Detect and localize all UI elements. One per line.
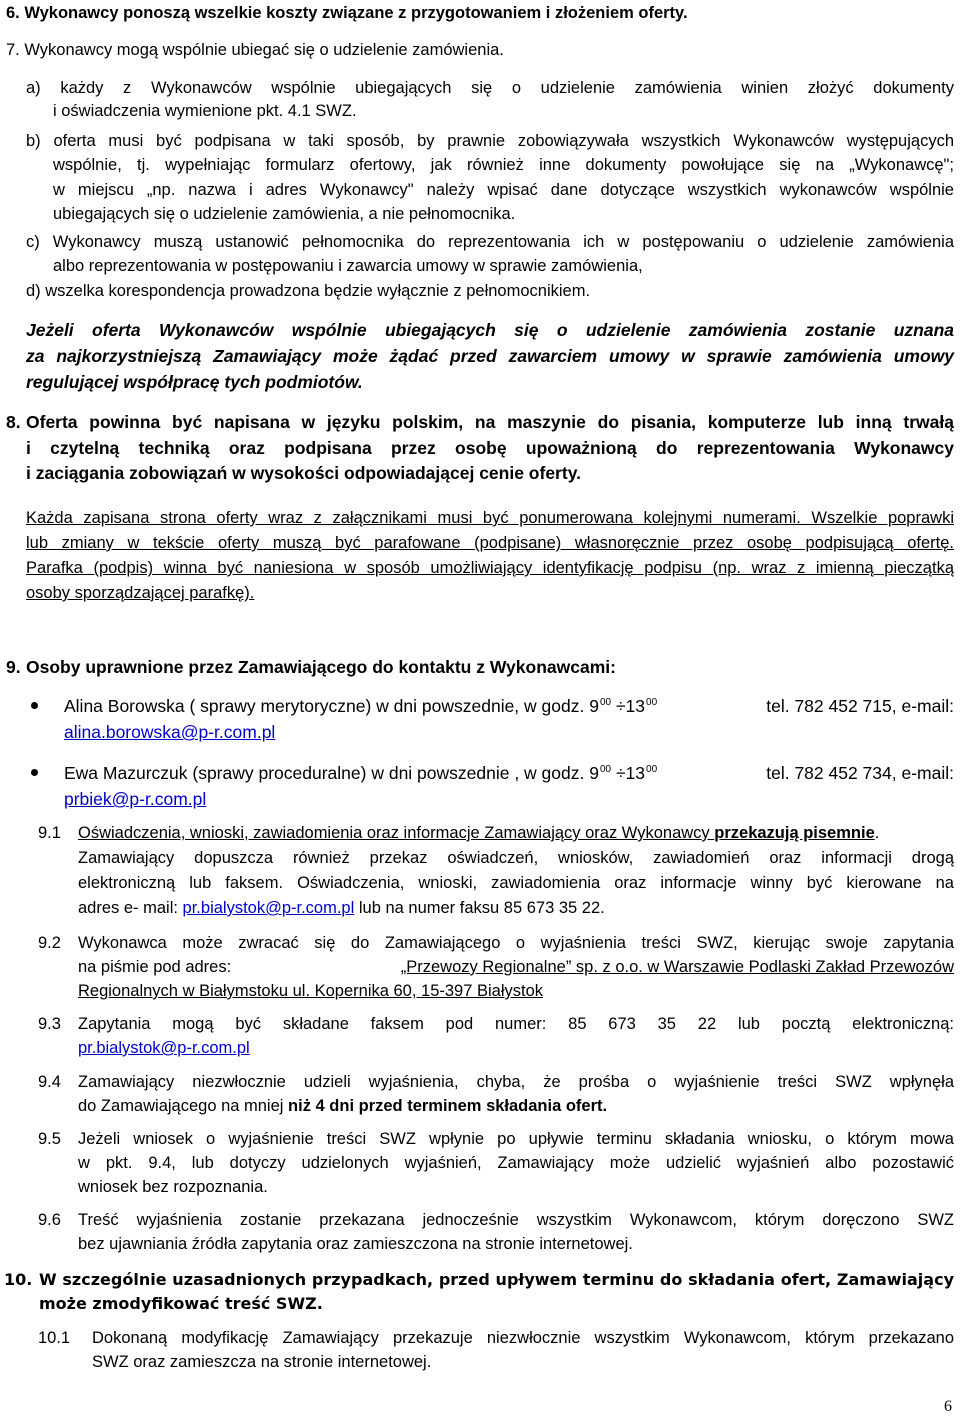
- hour-start-minutes: 00: [599, 697, 612, 708]
- paragraph-9-4-number: 9.4: [38, 1073, 61, 1091]
- joint-offer-note-line-2: za najkorzystniejszą Zamawiający może żądać przed zawarciem umowy w sprawie zamówienia umowy: [26, 346, 954, 366]
- pages-note-line-3: Parafka (podpis) winna być naniesiona w sposób umożliwiający identyfikację podpisu (np. wraz z imienną pieczątką: [26, 559, 954, 577]
- pages-note-line-1: Każda zapisana strona oferty wraz z załącznikami musi być ponumerowana kolejnymi numerami. Wszelkie poprawki: [26, 509, 954, 527]
- item-7: 7. Wykonawcy mogą wspólnie ubiegać się o udzielenie zamówienia.: [6, 41, 504, 59]
- section-9-title: Osoby uprawnione przez Zamawiającego do kontaktu z Wykonawcami:: [26, 657, 616, 677]
- page-number: 6: [944, 1398, 952, 1415]
- paragraph-10-1-number: 10.1: [38, 1329, 71, 1347]
- email-link-bialystok[interactable]: pr.bialystok@p-r.com.pl: [182, 899, 355, 917]
- paragraph-9-5-line-2: w pkt. 9.4, lub dotyczy udzielonych wyjaśnień, Zamawiający może udzielić wyjaśnień albo pozostawić: [78, 1154, 954, 1172]
- paragraph-9-4-line-2: [78, 1096, 607, 1116]
- contact-mazurczuk-hours: Ewa Mazurczuk (sprawy proceduralne) w dni powszednie , w godz. 9: [64, 763, 599, 783]
- paragraph-9-3-line-1: Zapytania mogą być składane faksem pod numer: 85 673 35 22 lub pocztą elektroniczną:: [78, 1015, 954, 1033]
- paragraph-9-6-line-1: Treść wyjaśnienia zostanie przekazana jednocześnie wszystkim Wykonawcom, którym doręczono SWZ: [78, 1211, 954, 1229]
- hour-end-minutes: 00: [646, 764, 658, 775]
- section-10-line-2: może zmodyfikować treść SWZ.: [39, 1294, 323, 1313]
- bullet-icon: [31, 769, 38, 776]
- email-link-borowska[interactable]: alina.borowska@p-r.com.pl: [64, 722, 276, 742]
- contact-mazurczuk-phone: tel. 782 452 734, e-mail:: [766, 763, 954, 783]
- item-d-line-1: d) wszelka korespondencja prowadzona będzie wyłącznie z pełnomocnikiem.: [26, 282, 591, 300]
- section-8-line-2: i czytelną techniką oraz podpisana przez osobę upoważnioną do reprezentowania Wykonawcy: [26, 438, 954, 458]
- contact-borowska-phone: tel. 782 452 715, e-mail:: [766, 696, 954, 716]
- paragraph-9-1-address-label: adres e- mail:: [78, 899, 183, 917]
- paragraph-10-1-line-2: SWZ oraz zamieszcza na stronie internetowej.: [92, 1353, 432, 1371]
- paragraph-9-4-line-1: Zamawiający niezwłocznie udzieli wyjaśnienia, chyba, że prośba o wyjaśnienie treści SWZ wpłynęła: [78, 1073, 954, 1091]
- paragraph-9-1-line-2: Zamawiający dopuszcza również przekaz oświadczeń, wniosków, zawiadomień oraz informacji drogą: [78, 849, 954, 867]
- email-link-prbiek[interactable]: prbiek@p-r.com.pl: [64, 789, 207, 809]
- paragraph-9-1-text: Oświadczenia, wnioski, zawiadomienia oraz informacje Zamawiający oraz Wykonawcy: [78, 824, 715, 842]
- paragraph-9-1-line-4: [78, 898, 605, 918]
- paragraph-9-2-line-2: [78, 957, 954, 977]
- paragraph-9-5-line-1: Jeżeli wniosek o wyjaśnienie treści SWZ wpłynie po upływie terminu składania wniosku, o którym mowa: [78, 1130, 954, 1148]
- contact-mazurczuk-line: [64, 763, 954, 787]
- paragraph-9-1-line-3: elektroniczną lub faksem. Oświadczenia, wnioski, zawiadomienia oraz informacje winny być kierowane na: [78, 874, 954, 892]
- paragraph-9-6-number: 9.6: [38, 1211, 61, 1229]
- pages-note-line-4: osoby sporządzającej parafkę).: [26, 584, 255, 602]
- hour-end-minutes: 00: [646, 697, 658, 708]
- section-10-number: 10.: [4, 1270, 33, 1289]
- paragraph-9-1-period: .: [874, 824, 880, 842]
- item-b-line-1: b) oferta musi być podpisana w taki sposób, by prawnie zobowiązywała wszystkich Wykonawców występujących: [26, 132, 954, 150]
- paragraph-9-4-deadline: niż 4 dni przed terminem składania ofert.: [288, 1097, 608, 1115]
- hour-end: ÷13: [611, 696, 646, 716]
- item-a-line-1: a) każdy z Wykonawców wspólnie ubiegających się o udzielenie zamówienia winien złożyć dokumenty: [26, 79, 954, 97]
- paragraph-9-2-number: 9.2: [38, 934, 61, 952]
- paragraph-10-1-line-1: Dokonaną modyfikację Zamawiający przekazuje niezwłocznie wszystkim Wykonawcom, którym przekazano: [92, 1329, 954, 1347]
- paragraph-9-5-number: 9.5: [38, 1130, 61, 1148]
- hour-end: ÷13: [611, 763, 646, 783]
- contact-mazurczuk-text: [64, 763, 657, 787]
- paragraph-9-2-line-1: Wykonawca może zwracać się do Zamawiającego o wyjaśnienia treści SWZ, kierując swoje zapytania: [78, 934, 954, 952]
- paragraph-9-1-line-1: [78, 823, 879, 843]
- paragraph-9-1-number: 9.1: [38, 824, 61, 842]
- section-8-line-3: i zaciągania zobowiązań w wysokości odpowiadającej cenie oferty.: [26, 463, 581, 483]
- hour-start-minutes: 00: [599, 764, 612, 775]
- paragraph-9-1-fax: lub na numer faksu 85 673 35 22.: [354, 899, 605, 917]
- item-b-line-2: wspólnie, tj. wypełniając formularz ofertowy, jak również inne dokumenty powołujące się na „Wykonawcę";: [53, 156, 954, 174]
- paragraph-9-2-address: „Przewozy Regionalne” sp. z o.o. w Warszawie Podlaski Zakład Przewozów: [400, 958, 954, 976]
- contact-borowska-hours: Alina Borowska ( sprawy merytoryczne) w dni powszednie, w godz. 9: [64, 696, 599, 716]
- joint-offer-note-line-1: Jeżeli oferta Wykonawców wspólnie ubiegających się o udzielenie zamówienia zostanie uznana: [26, 320, 954, 340]
- email-link-bialystok-2[interactable]: pr.bialystok@p-r.com.pl: [78, 1039, 250, 1057]
- pages-note-line-2: lub zmiany w tekście oferty muszą być parafowane (podpisane) własnoręcznie przez osobę podpisującą ofertę.: [26, 534, 954, 552]
- section-9-number: 9.: [6, 657, 21, 677]
- contact-borowska-line: [64, 696, 954, 720]
- item-c-line-2: albo reprezentowania w postępowaniu i zawarcia umowy w sprawie zamówienia,: [53, 257, 643, 275]
- section-10-line-1: W szczególnie uzasadnionych przypadkach, przed upływem terminu do składania ofert, Zamawiający: [39, 1270, 954, 1289]
- paragraph-9-3-number: 9.3: [38, 1015, 61, 1033]
- paragraph-9-6-line-2: bez ujawniania źródła zapytania oraz zamieszczona na stronie internetowej.: [78, 1235, 633, 1253]
- item-6: 6. Wykonawcy ponoszą wszelkie koszty związane z przygotowaniem i złożeniem oferty.: [6, 4, 688, 22]
- contact-borowska-text: [64, 696, 657, 720]
- paragraph-9-4-text: do Zamawiającego na mniej: [78, 1097, 289, 1115]
- section-8-number: 8.: [6, 412, 21, 432]
- item-a-line-2: i oświadczenia wymienione pkt. 4.1 SWZ.: [53, 102, 357, 120]
- bullet-icon: [31, 702, 38, 709]
- paragraph-9-5-line-3: wniosek bez rozpoznania.: [78, 1178, 268, 1196]
- item-b-line-3: w miejscu „np. nazwa i adres Wykonawcy" należy wpisać dane dotyczące wszystkich wykonawców wspólnie: [53, 181, 954, 199]
- paragraph-9-2-address-label: na piśmie pod adres:: [78, 958, 232, 976]
- section-8-line-1: Oferta powinna być napisana w języku polskim, na maszynie do pisania, komputerze lub inną trwałą: [26, 412, 954, 432]
- item-c-line-1: c) Wykonawcy muszą ustanowić pełnomocnika do reprezentowania ich w postępowaniu o udzielenie zamówienia: [26, 233, 954, 251]
- item-b-line-4: ubiegających się o udzielenie zamówienia, a nie pełnomocnika.: [53, 205, 516, 223]
- paragraph-9-2-line-3: Regionalnych w Białymstoku ul. Kopernika 60, 15-397 Białystok: [78, 982, 543, 1000]
- paragraph-9-1-emphasis: przekazują pisemnie: [714, 824, 875, 842]
- joint-offer-note-line-3: regulującej współpracę tych podmiotów.: [26, 372, 363, 392]
